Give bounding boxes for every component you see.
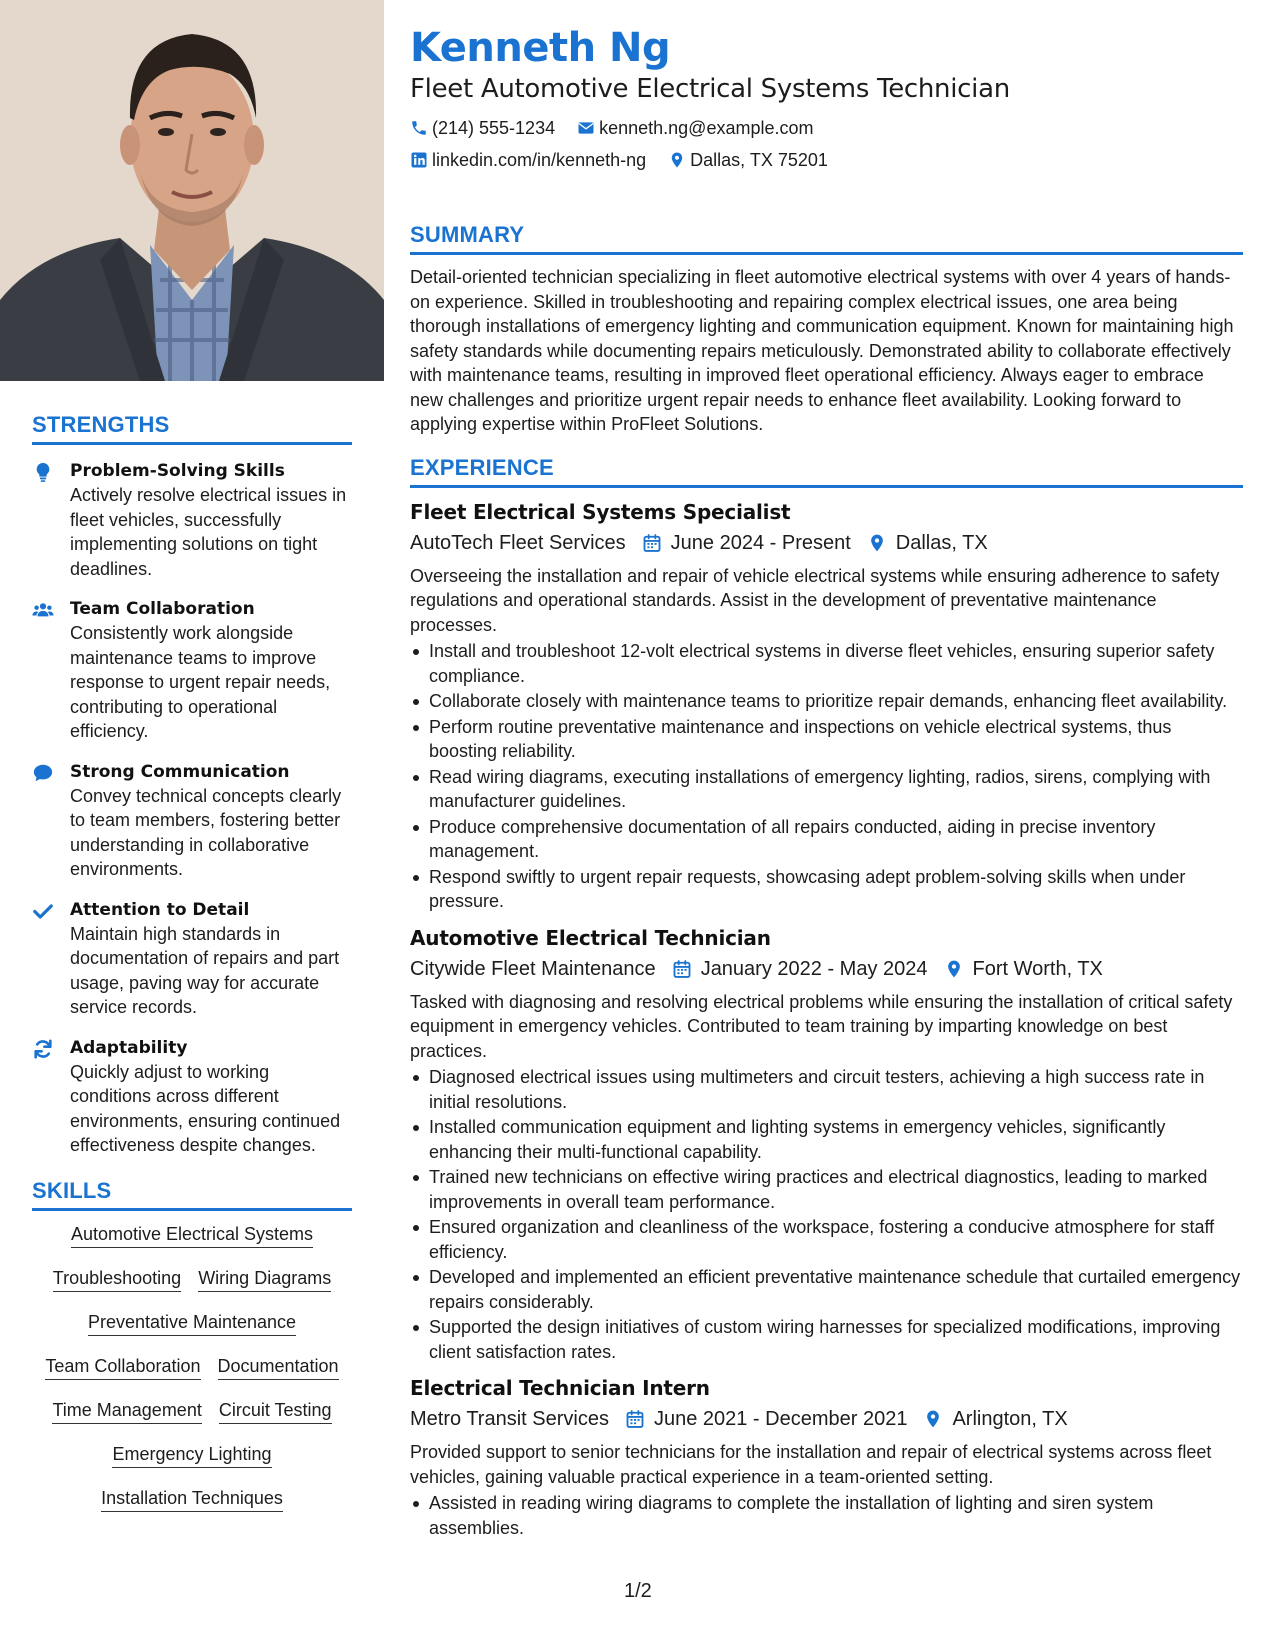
job-description: Tasked with diagnosing and resolving electrical problems while ensuring the installation of critical safety equipment in emergency vehicles. Contributed to team training by imparting knowledge on best practices. (410, 991, 1233, 1061)
map-pin-icon (923, 1409, 943, 1429)
job-bullets (410, 1491, 1243, 1540)
email-text: kenneth.ng@example.com (599, 117, 814, 138)
list-item: Install and troubleshoot 12-volt electrical systems in diverse fleet vehicles, ensuring superior safety compliance. (410, 639, 1243, 688)
checkmark-icon (32, 898, 70, 1020)
list-item: Installed communication equipment and lighting systems in emergency vehicles, significantly enhancing their multi-functional capability. (410, 1115, 1243, 1164)
strength-title: Problem-Solving Skills (70, 461, 285, 481)
location-text: Dallas, TX 75201 (690, 149, 828, 170)
strength-title: Strong Communication (70, 761, 290, 782)
candidate-name: Kenneth Ng (410, 25, 671, 71)
strength-title: Attention to Detail (70, 899, 250, 920)
phone-contact[interactable] (410, 118, 555, 139)
strength-desc: Consistently work alongside maintenance teams to improve response to urgent repair needs, contributing to operational efficiency. (70, 623, 331, 741)
skill-tag: Team Collaboration (45, 1355, 200, 1380)
job-title: Electrical Technician Intern (410, 1376, 710, 1400)
job-meta (410, 528, 1243, 558)
skills-title: SKILLS (32, 1178, 352, 1211)
skill-tag: Troubleshooting (53, 1267, 181, 1292)
job-description: Overseeing the installation and repair of vehicle electrical systems while ensuring adherence to safety regulations and operational standards. Assist in the development of preventative maintenance processes. (410, 565, 1220, 635)
linkedin-icon (410, 151, 428, 169)
list-item: Perform routine preventative maintenance and inspections on vehicle electrical systems, thus boosting reliability. (410, 715, 1243, 764)
job-location: Dallas, TX (895, 531, 988, 554)
contact-info (410, 112, 1243, 176)
job-dates: June 2024 - Present (670, 531, 851, 554)
list-item: Developed and implemented an efficient preventative maintenance schedule that curtailed emergency repairs considerably. (410, 1265, 1243, 1314)
map-pin-icon (867, 533, 887, 553)
strength-item (32, 459, 352, 581)
summary-text: Detail-oriented technician specializing in fleet automotive electrical systems with over 4 years of hands-on experience. Skilled in troubleshooting and repairing complex electrical issues, one area being thorough installations of emergency lighting and communication equipment. Known for maintaining high safety standards while documenting repairs meticulously. Demonstrated ability to collaborate effectively with maintenance teams, resulting in improved fleet operational efficiency. Always eager to embrace new challenges and prioritize urgent repair needs to enhance fleet availability. Looking forward to applying expertise within ProFleet Solutions. (410, 267, 1234, 434)
strength-desc: Actively resolve electrical issues in fleet vehicles, successfully implementing solutions on tight deadlines. (70, 485, 347, 579)
profile-photo (0, 0, 384, 381)
list-item: Ensured organization and cleanliness of the workspace, fostering a conducive atmosphere for staff efficiency. (410, 1215, 1243, 1264)
location-contact (668, 150, 828, 171)
summary-title: SUMMARY (410, 222, 1243, 255)
chat-bubble-icon (32, 760, 70, 882)
map-pin-icon (668, 151, 686, 169)
skill-tag: Preventative Maintenance (88, 1311, 296, 1336)
job-company: Metro Transit Services (410, 1408, 609, 1430)
calendar-icon (672, 959, 692, 979)
summary-section (410, 222, 1243, 437)
job-dates: January 2022 - May 2024 (700, 957, 928, 980)
list-item: Collaborate closely with maintenance teams to prioritize repair demands, enhancing fleet availability. (410, 689, 1243, 714)
strength-item (32, 1036, 352, 1158)
experience-section (410, 455, 1243, 1541)
job-location: Fort Worth, TX (972, 957, 1103, 980)
job-company: Citywide Fleet Maintenance (410, 957, 656, 980)
strength-title: Team Collaboration (70, 599, 255, 619)
strength-item (32, 898, 352, 1020)
job-entry (410, 924, 1243, 1365)
list-item: Supported the design initiatives of custom wiring harnesses for specialized modifications, improving client satisfaction rates. (410, 1315, 1243, 1364)
strength-item (32, 760, 352, 882)
list-item: Assisted in reading wiring diagrams to complete the installation of lighting and siren system assemblies. (410, 1491, 1243, 1540)
skills-list (32, 1223, 352, 1512)
job-entry (410, 1374, 1243, 1540)
sidebar (0, 0, 384, 1650)
skill-tag: Automotive Electrical Systems (71, 1223, 313, 1248)
job-bullets (410, 639, 1243, 914)
job-company: AutoTech Fleet Services (410, 531, 626, 554)
skill-tag: Installation Techniques (101, 1487, 283, 1512)
main-content (410, 22, 1243, 1541)
job-meta (410, 954, 1243, 984)
skill-tag: Wiring Diagrams (198, 1267, 331, 1292)
strengths-list (32, 459, 352, 1158)
job-title: Automotive Electrical Technician (410, 925, 771, 950)
map-pin-icon (944, 959, 964, 979)
email-contact[interactable] (577, 118, 813, 139)
strength-desc: Quickly adjust to working conditions across different environments, ensuring continued effectiveness despite changes. (70, 1061, 341, 1155)
job-meta (410, 1404, 1243, 1434)
list-item: Trained new technicians on effective wiring practices and electrical diagnostics, leading to marked improvements in overall team performance. (410, 1165, 1243, 1214)
list-item: Respond swiftly to urgent repair requests, showcasing adept problem-solving skills when under pressure. (410, 865, 1243, 914)
strengths-title: STRENGTHS (32, 412, 352, 445)
list-item: Diagnosed electrical issues using multimeters and circuit testers, achieving a high success rate in initial resolutions. (410, 1065, 1243, 1114)
lightbulb-icon (32, 459, 70, 581)
phone-icon (410, 119, 428, 137)
users-icon (32, 597, 70, 744)
experience-title: EXPERIENCE (410, 455, 1243, 488)
candidate-title: Fleet Automotive Electrical Systems Technician (410, 74, 1010, 104)
strength-title: Adaptability (70, 1037, 188, 1058)
strength-desc: Convey technical concepts clearly to team members, fostering better understanding in collaborative environments. (70, 785, 342, 879)
linkedin-contact[interactable] (410, 150, 646, 171)
skill-tag: Time Management (52, 1399, 201, 1424)
job-title: Fleet Electrical Systems Specialist (410, 499, 791, 524)
skill-tag: Emergency Lighting (112, 1443, 271, 1468)
sidebar-content (32, 412, 352, 1512)
page-number: 1/2 (624, 1580, 652, 1602)
skill-tag: Circuit Testing (219, 1399, 332, 1424)
refresh-icon (32, 1036, 70, 1158)
job-dates: June 2021 - December 2021 (653, 1408, 908, 1430)
calendar-icon (642, 533, 662, 553)
strength-desc: Maintain high standards in documentation of repairs and part usage, paving way for accurate service records. (70, 923, 340, 1017)
linkedin-text: linkedin.com/in/kenneth-ng (432, 149, 647, 170)
list-item: Produce comprehensive documentation of all repairs conducted, aiding in precise inventory management. (410, 815, 1243, 864)
list-item: Read wiring diagrams, executing installations of emergency lighting, radios, sirens, complying with manufacturer guidelines. (410, 765, 1243, 814)
skill-tag: Documentation (218, 1355, 339, 1380)
job-bullets (410, 1065, 1243, 1364)
calendar-icon (625, 1409, 645, 1429)
phone-text: (214) 555-1234 (432, 117, 556, 138)
job-location: Arlington, TX (952, 1408, 1068, 1430)
job-entry (410, 498, 1243, 914)
envelope-icon (577, 119, 595, 137)
strength-item (32, 597, 352, 744)
job-description: Provided support to senior technicians for the installation and repair of electrical systems across fleet vehicles, gaining valuable practical experience in a team-oriented setting. (410, 1442, 1212, 1487)
